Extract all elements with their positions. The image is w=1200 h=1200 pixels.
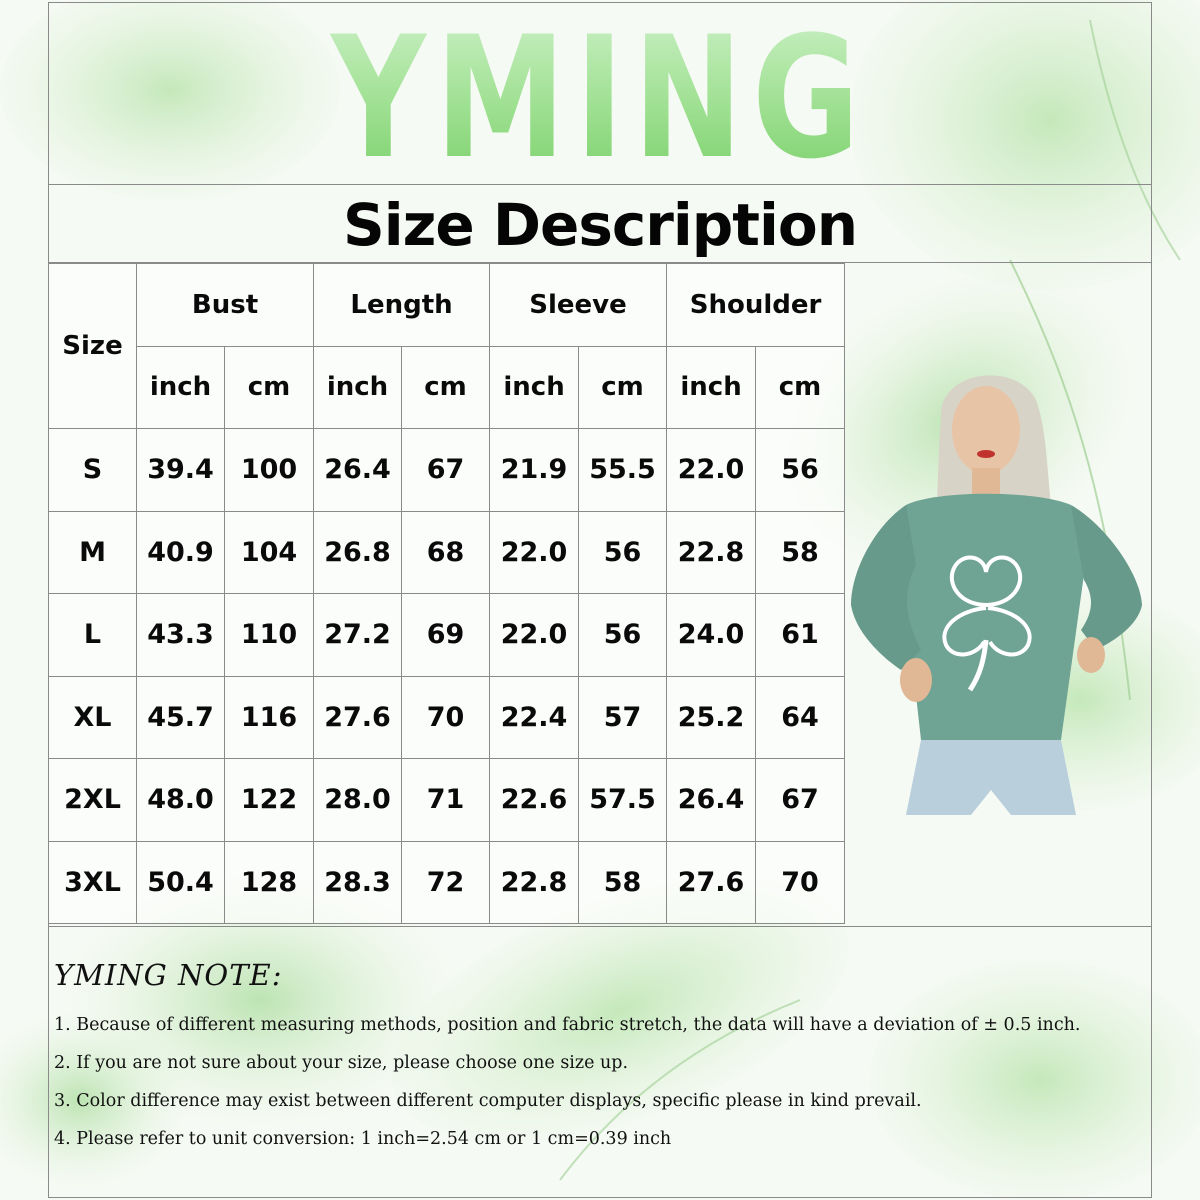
shoulder-header: Shoulder bbox=[667, 264, 845, 347]
table-cell: 24.0 bbox=[667, 594, 756, 677]
table-cell: 25.2 bbox=[667, 676, 756, 759]
table-cell: 67 bbox=[756, 759, 845, 842]
table-cell: 50.4 bbox=[137, 841, 225, 924]
table-unit-row bbox=[49, 346, 845, 429]
table-cell: 68 bbox=[402, 511, 490, 594]
divider-bottom bbox=[48, 926, 1152, 927]
table-cell: 26.4 bbox=[314, 429, 402, 512]
table-cell: 22.6 bbox=[490, 759, 579, 842]
table-cell: 22.8 bbox=[667, 511, 756, 594]
table-cell: 21.9 bbox=[490, 429, 579, 512]
table-cell: 122 bbox=[225, 759, 314, 842]
table-cell: 27.6 bbox=[667, 841, 756, 924]
face-shape bbox=[952, 386, 1020, 474]
size-label: XL bbox=[49, 676, 137, 759]
table-cell: 28.3 bbox=[314, 841, 402, 924]
table-cell: 110 bbox=[225, 594, 314, 677]
table-cell: 67 bbox=[402, 429, 490, 512]
size-label: L bbox=[49, 594, 137, 677]
table-cell: 116 bbox=[225, 676, 314, 759]
table-cell: 57.5 bbox=[579, 759, 667, 842]
note-line: 3. Color difference may exist between different computer displays, specific please in kind prevail. bbox=[54, 1091, 922, 1111]
table-cell: 43.3 bbox=[137, 594, 225, 677]
table-cell: 56 bbox=[579, 511, 667, 594]
size-label: 3XL bbox=[49, 841, 137, 924]
size-label: S bbox=[49, 429, 137, 512]
model-photo bbox=[846, 360, 1152, 830]
table-cell: 64 bbox=[756, 676, 845, 759]
table-cell: 100 bbox=[225, 429, 314, 512]
table-cell: 61 bbox=[756, 594, 845, 677]
sleeve-header: Sleeve bbox=[490, 264, 667, 347]
unit-header: inch bbox=[490, 346, 579, 429]
table-cell: 27.2 bbox=[314, 594, 402, 677]
lips-shape bbox=[977, 450, 995, 458]
table-cell: 45.7 bbox=[137, 676, 225, 759]
note-line: 1. Because of different measuring methods, position and fabric stretch, the data will have a deviation of ± 0.5 inch. bbox=[54, 1015, 1081, 1035]
table-cell: 104 bbox=[225, 511, 314, 594]
table-header-row bbox=[49, 264, 845, 347]
table-row bbox=[49, 594, 845, 677]
table-cell: 55.5 bbox=[579, 429, 667, 512]
unit-header: inch bbox=[667, 346, 756, 429]
note-line: 4. Please refer to unit conversion: 1 inch=2.54 cm or 1 cm=0.39 inch bbox=[54, 1129, 672, 1149]
unit-header: inch bbox=[314, 346, 402, 429]
table-cell: 58 bbox=[579, 841, 667, 924]
table-cell: 22.0 bbox=[490, 511, 579, 594]
table-cell: 56 bbox=[756, 429, 845, 512]
table-cell: 28.0 bbox=[314, 759, 402, 842]
table-cell: 22.0 bbox=[667, 429, 756, 512]
table-cell: 70 bbox=[756, 841, 845, 924]
size-table bbox=[48, 263, 845, 924]
table-cell: 27.6 bbox=[314, 676, 402, 759]
bust-header: Bust bbox=[137, 264, 314, 347]
table-cell: 26.4 bbox=[667, 759, 756, 842]
note-line: 2. If you are not sure about your size, please choose one size up. bbox=[54, 1053, 629, 1073]
table-cell: 22.8 bbox=[490, 841, 579, 924]
size-label: M bbox=[49, 511, 137, 594]
table-cell: 58 bbox=[756, 511, 845, 594]
table-row bbox=[49, 511, 845, 594]
unit-header: inch bbox=[137, 346, 225, 429]
table-cell: 40.9 bbox=[137, 511, 225, 594]
table-row bbox=[49, 676, 845, 759]
right-hand bbox=[1077, 637, 1105, 673]
unit-header: cm bbox=[402, 346, 490, 429]
table-cell: 57 bbox=[579, 676, 667, 759]
table-cell: 128 bbox=[225, 841, 314, 924]
size-label: 2XL bbox=[49, 759, 137, 842]
table-row bbox=[49, 429, 845, 512]
sweatshirt-body bbox=[901, 494, 1086, 740]
notes-title: YMING NOTE: bbox=[54, 958, 283, 992]
unit-header: cm bbox=[756, 346, 845, 429]
denim-shorts bbox=[906, 740, 1076, 815]
brand-logo: YMING bbox=[169, 18, 1030, 178]
table-cell: 22.4 bbox=[490, 676, 579, 759]
size-column-header: Size bbox=[49, 264, 137, 429]
table-cell: 56 bbox=[579, 594, 667, 677]
table-cell: 48.0 bbox=[137, 759, 225, 842]
unit-header: cm bbox=[579, 346, 667, 429]
table-cell: 22.0 bbox=[490, 594, 579, 677]
unit-header: cm bbox=[225, 346, 314, 429]
table-cell: 26.8 bbox=[314, 511, 402, 594]
divider-top bbox=[48, 184, 1152, 185]
length-header: Length bbox=[314, 264, 490, 347]
table-cell: 72 bbox=[402, 841, 490, 924]
table-cell: 69 bbox=[402, 594, 490, 677]
table-cell: 70 bbox=[402, 676, 490, 759]
table-cell: 71 bbox=[402, 759, 490, 842]
neck-shape bbox=[972, 468, 1000, 498]
table-row bbox=[49, 841, 845, 924]
table-cell: 39.4 bbox=[137, 429, 225, 512]
notes-section bbox=[54, 958, 1144, 1158]
left-hand bbox=[900, 658, 932, 702]
table-row bbox=[49, 759, 845, 842]
page-title: Size Description bbox=[342, 191, 858, 259]
